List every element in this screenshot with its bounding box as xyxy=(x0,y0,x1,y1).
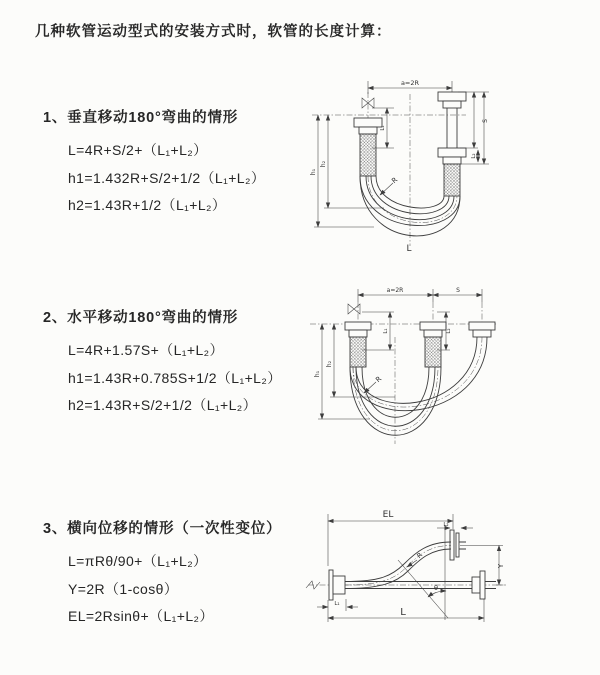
left-flange-assembly xyxy=(329,570,345,600)
diagram-horizontal-180-bend xyxy=(310,282,600,452)
section-2-heading: 2、水平移动180°弯曲的情形 xyxy=(43,310,239,326)
theta-angle xyxy=(428,584,446,597)
section-3-heading: 3、横向位移的情形（一次性变位） xyxy=(43,521,282,537)
dim-label-h2: h₂ xyxy=(326,360,333,368)
dim-label-r: R xyxy=(415,550,425,560)
dim-label-r: R xyxy=(374,374,384,385)
formula-h2: h2=1.43R+1/2（L₁+L₂） xyxy=(68,197,227,213)
dim-label-s: S xyxy=(482,119,489,123)
dimension-l2 xyxy=(437,522,473,528)
radius-callout xyxy=(380,176,399,195)
right-pipe-assembly xyxy=(438,92,466,196)
dimension-s xyxy=(433,287,482,295)
formula-h1: h1=1.432R+S/2+1/2（L₁+L₂） xyxy=(68,169,266,186)
dimension-l-total xyxy=(328,599,484,622)
pipe-2-assembly xyxy=(420,322,446,367)
dim-label-l2: L₂ xyxy=(443,522,449,528)
diagram-lateral-displacement xyxy=(300,500,600,655)
dim-label-l2: L₂ xyxy=(471,153,477,159)
section-vertical-movement xyxy=(43,106,265,220)
dim-label-y: Y xyxy=(497,563,505,569)
formula-el: EL=2Rsinθ+（L₁+L₂） xyxy=(68,608,214,624)
section-1-heading: 1、垂直移动180°弯曲的情形 xyxy=(43,110,239,126)
dimension-l1 xyxy=(317,599,358,611)
dim-label-h1: h₁ xyxy=(310,168,317,176)
upper-flange-assembly xyxy=(450,530,466,560)
section-lateral-displacement xyxy=(43,517,281,631)
formula-h2: h2=1.43R+S/2+1/2（L₁+L₂） xyxy=(68,397,258,413)
dim-label-l2: L₂ xyxy=(446,328,452,334)
formula-h1: h1=1.43R+0.785S+1/2（L₁+L₂） xyxy=(68,369,282,386)
dim-label-l-total: L xyxy=(406,244,412,254)
pipe-1-assembly xyxy=(345,322,371,367)
dim-label-a2r: a=2R xyxy=(400,79,420,87)
dim-label-l1: L₁ xyxy=(334,601,340,607)
section-2-formulas xyxy=(68,337,282,420)
section-horizontal-movement xyxy=(43,306,282,420)
centerlines xyxy=(312,92,466,246)
dim-label-r: R xyxy=(390,175,400,186)
formula-length: L=4R+1.57S+（L₁+L₂） xyxy=(68,342,224,358)
centerlines xyxy=(310,302,496,444)
dim-label-h2: h₂ xyxy=(320,160,327,168)
valve-icon xyxy=(348,304,360,314)
dim-label-l1: L₁ xyxy=(380,125,386,131)
dim-label-l: L xyxy=(400,607,406,618)
hose-arcs-position-2 xyxy=(350,337,487,411)
page-title: 几种软管运动型式的安装方式时，软管的长度计算： xyxy=(35,24,392,40)
dimension-a2r xyxy=(358,287,482,302)
dimension-el xyxy=(328,510,453,566)
pipe-3-assembly xyxy=(469,322,495,337)
dim-label-el: EL xyxy=(382,510,394,520)
radius-callout xyxy=(364,375,383,393)
dimension-l2 xyxy=(471,150,478,162)
dim-label-s: S xyxy=(456,287,460,294)
section-1-formulas xyxy=(68,137,265,220)
formula-y: Y=2R（1-cosθ） xyxy=(68,580,179,597)
left-pipe-assembly xyxy=(354,118,382,176)
formula-length: L=πRθ/90+（L₁+L₂） xyxy=(68,553,208,569)
dim-label-l1: L₁ xyxy=(383,328,389,334)
diagram-vertical-180-bend xyxy=(310,72,600,257)
formula-length: L=4R+S/2+（L₁+L₂） xyxy=(68,142,208,158)
section-3-formulas xyxy=(68,548,281,631)
construction-lines xyxy=(398,525,448,620)
dim-label-h1: h₁ xyxy=(314,370,321,378)
hose-arcs-position-1 xyxy=(350,367,441,435)
dim-label-theta: θ xyxy=(434,584,438,592)
dim-label-a2r: a=2R xyxy=(386,287,404,294)
